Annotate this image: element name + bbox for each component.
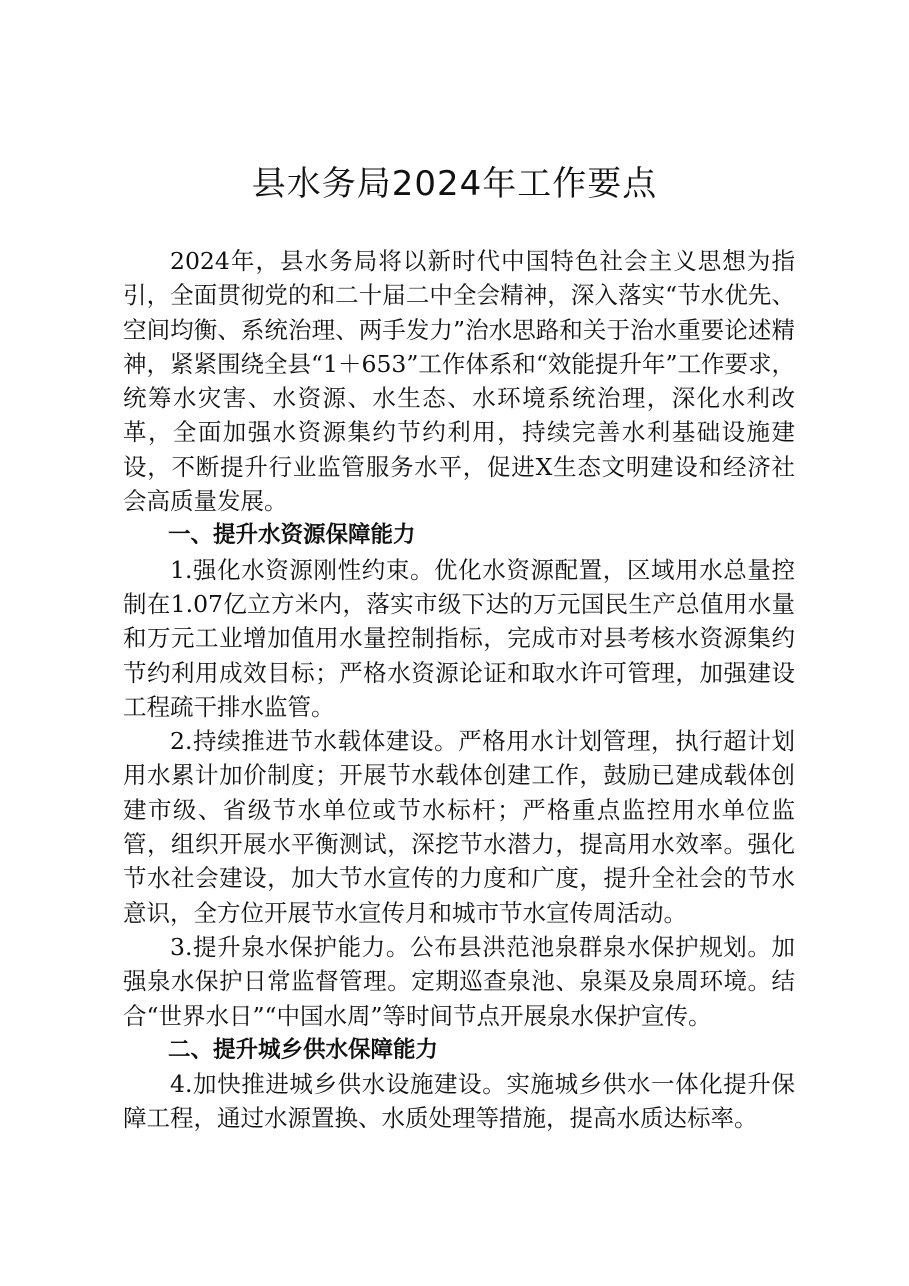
item-paragraph-2: 2.持续推进节水载体建设。严格用水计划管理，执行超计划用水累计加价制度；开展节水载体创建工作，鼓励已建成载体创建市级、省级节水单位或节水标杆；严格重点监控用水单位监管，组织开展水平衡测试，深挖节水潜力，提高用水效率。强化节水社会建设，加大节水宣传的力度和广度，提升全社会的节水意识，全方位开展节水宣传月和城市节水宣传周活动。	[123, 727, 795, 927]
item-paragraph-4: 4.加快推进城乡供水设施建设。实施城乡供水一体化提升保障工程，通过水源置换、水质处理等措施，提高水质达标率。	[123, 1070, 795, 1133]
document-title: 县水务局2024年工作要点	[251, 164, 658, 204]
item-paragraph-1: 1.强化水资源刚性约束。优化水资源配置，区域用水总量控制在1.07亿立方米内，落实市级下达的万元国民生产总值用水量和万元工业增加值用水量控制指标，完成市对县考核水资源集约节约利用成效目标；严格水资源论证和取水许可管理，加强建设工程疏干排水监管。	[123, 555, 795, 721]
section-heading-1: 一、提升水资源保障能力	[168, 522, 416, 549]
intro-paragraph: 2024年，县水务局将以新时代中国特色社会主义思想为指引，全面贯彻党的和二十届二中全会精神，深入落实“节水优先、空间均衡、系统治理、两手发力”治水思路和关于治水重要论述精神，紧紧围绕全县“1＋653”工作体系和“效能提升年”工作要求，统筹水灾害、水资源、水生态、水环境系统治理，深化水利改革，全面加强水资源集约节约利用，持续完善水利基础设施建设，不断提升行业监管服务水平，促进X生态文明建设和经济社会高质量发展。	[123, 247, 795, 516]
document-body	[123, 244, 795, 1136]
item-paragraph-3: 3.提升泉水保护能力。公布县洪范池泉群泉水保护规划。加强泉水保护日常监督管理。定期巡查泉池、泉渠及泉周环境。结合“世界水日”“中国水周”等时间节点开展泉水保护宣传。	[123, 932, 795, 1030]
section-heading-2: 二、提升城乡供水保障能力	[168, 1036, 439, 1063]
